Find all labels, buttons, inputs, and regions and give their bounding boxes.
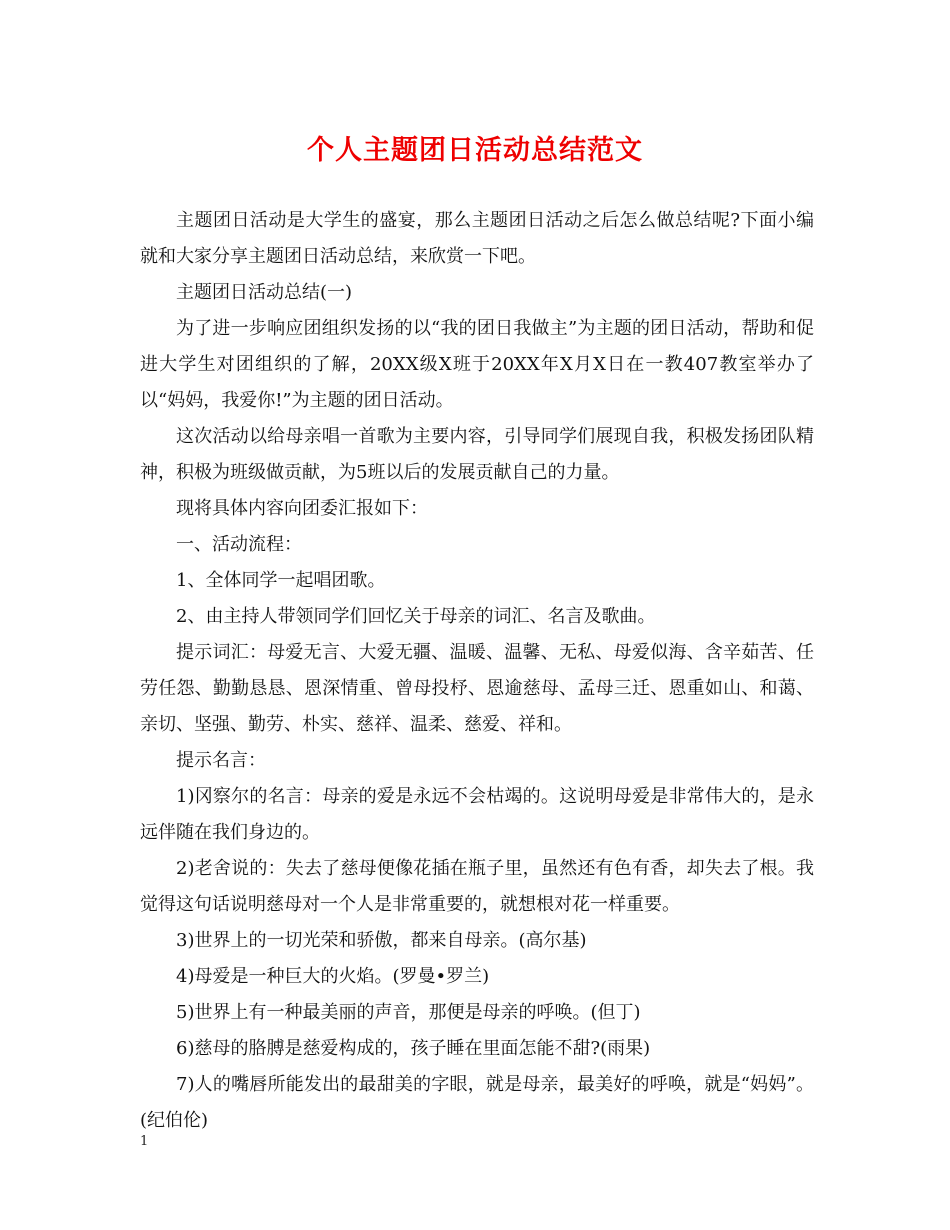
paragraph: 主题团日活动是大学生的盛宴，那么主题团日活动之后怎么做总结呢?下面小编就和大家分享主题团日活动总结，来欣赏一下吧。 [140,210,814,267]
page-number: 1 [140,1134,149,1149]
paragraph: 这次活动以给母亲唱一首歌为主要内容，引导同学们展现自我，积极发扬团队精神，积极为班级做贡献，为5班以后的发展贡献自己的力量。 [140,426,814,483]
paragraph: 4)母爱是一种巨大的火焰。(罗曼•罗兰) [176,966,490,987]
paragraph: 主题团日活动总结(一) [176,282,353,303]
paragraph: 1)冈察尔的名言：母亲的爱是永远不会枯竭的。这说明母爱是非常伟大的，是永远伴随在我们身边的。 [140,786,814,843]
paragraph: 提示名言： [176,750,266,771]
paragraph: 一、活动流程： [176,534,302,555]
document-title: 个人主题团日活动总结范文 [307,135,643,166]
paragraph: 2、由主持人带领同学们回忆关于母亲的词汇、名言及歌曲。 [176,606,656,627]
paragraph: 现将具体内容向团委汇报如下： [176,498,428,519]
paragraph: 5)世界上有一种最美丽的声音，那便是母亲的呼唤。(但丁) [176,1002,641,1023]
paragraph: 提示词汇：母爱无言、大爱无疆、温暖、温馨、无私、母爱似海、含辛茹苦、任劳任怨、勤勤恳恳、恩深情重、曾母投杼、恩逾慈母、孟母三迁、恩重如山、和蔼、亲切、坚强、勤劳、朴实、慈祥、温柔、慈爱、祥和。 [140,642,814,735]
paragraph: 2)老舍说的：失去了慈母便像花插在瓶子里，虽然还有色有香，却失去了根。我觉得这句话说明慈母对一个人是非常重要的，就想根对花一样重要。 [140,858,814,915]
document-body [140,203,814,1139]
paragraph: 为了进一步响应团组织发扬的以“我的团日我做主”为主题的团日活动，帮助和促进大学生对团组织的了解，20XX级X班于20XX年X月X日在一教407教室举办了以“妈妈，我爱你!”为主题的团日活动。 [140,318,814,411]
paragraph: 3)世界上的一切光荣和骄傲，都来自母亲。(高尔基) [176,930,587,951]
paragraph: 7)人的嘴唇所能发出的最甜美的字眼，就是母亲，最美好的呼唤，就是“妈妈”。(纪伯伦) [140,1074,814,1131]
paragraph: 6)慈母的胳膊是慈爱构成的，孩子睡在里面怎能不甜?(雨果) [176,1038,651,1059]
paragraph: 1、全体同学一起唱团歌。 [176,570,386,591]
